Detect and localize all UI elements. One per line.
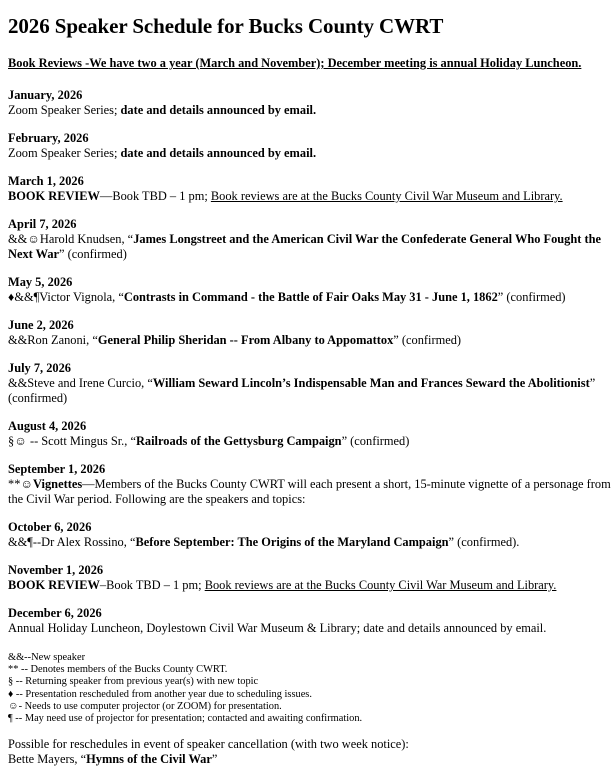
entry-prefix: –Book TBD – 1 pm;: [99, 578, 205, 592]
schedule-entry: [8, 174, 616, 204]
entry-date: June 2, 2026: [8, 318, 74, 332]
entry-date: February, 2026: [8, 131, 89, 145]
entry-description: [8, 333, 616, 348]
entry-date: April 7, 2026: [8, 217, 77, 231]
entry-talk-title: General Philip Sheridan -- From Albany to Appomattox: [97, 333, 394, 347]
entry-location-note: Book reviews are at the Bucks County Civil War Museum and Library.: [204, 578, 557, 592]
entry-suffix: ” (confirmed): [59, 247, 127, 261]
entry-location-note: Book reviews are at the Bucks County Civil War Museum and Library.: [210, 189, 563, 203]
reschedule-quote-close: ”: [211, 752, 218, 767]
schedule-entry: [8, 131, 616, 161]
entry-date: September 1, 2026: [8, 462, 106, 476]
page-title: 2026 Speaker Schedule for Bucks County CWRT: [8, 14, 444, 38]
reschedule-section: [8, 737, 616, 767]
entry-prefix: &&☺Harold Knudsen, “: [8, 232, 134, 246]
entry-prefix: ♦&&¶Victor Vignola, “: [8, 290, 124, 304]
schedule-entry: [8, 88, 616, 118]
entry-suffix: ” (confirmed): [393, 333, 462, 347]
entry-talk-title: date and details announced by email.: [120, 103, 317, 117]
legend-item: ☺- Needs to use computer projector (or ZOOM) for presentation.: [8, 700, 282, 712]
schedule-entry: [8, 563, 616, 593]
schedule-entry: [8, 361, 616, 406]
entry-suffix: ” (confirmed): [8, 376, 596, 405]
legend-item: ¶ -- May need use of projector for presentation; contacted and awaiting confirmation.: [8, 713, 363, 725]
entry-suffix: ” (confirmed): [341, 434, 410, 448]
entry-suffix: ” (confirmed).: [448, 535, 520, 549]
entry-prefix: &&Steve and Irene Curcio, “: [8, 376, 153, 390]
schedule-entry: [8, 275, 616, 305]
entry-date: July 7, 2026: [8, 361, 71, 375]
entry-lead: BOOK REVIEW: [8, 578, 100, 592]
entry-date: December 6, 2026: [8, 606, 102, 620]
entry-talk-title: William Seward Lincoln’s Indispensable Man and Frances Seward the Abolitionist: [152, 376, 590, 390]
entry-date: May 5, 2026: [8, 275, 73, 289]
reschedule-intro: Possible for reschedules in event of speaker cancellation (with two week notice):: [8, 737, 409, 752]
entry-description: [8, 477, 616, 507]
entry-description: [8, 290, 616, 305]
entry-date: November 1, 2026: [8, 563, 104, 577]
entry-talk-title: Railroads of the Gettysburg Campaign: [135, 434, 342, 448]
entry-description: [8, 376, 616, 406]
entry-prefix: —Book TBD – 1 pm;: [99, 189, 211, 203]
entry-description: [8, 434, 616, 449]
schedule-entry: [8, 318, 616, 348]
entry-description: [8, 189, 616, 204]
schedule-entry: [8, 462, 616, 507]
legend-item: ** -- Denotes members of the Bucks County CWRT.: [8, 664, 228, 676]
entry-talk-title: date and details announced by email.: [120, 146, 317, 160]
entry-prefix: &&¶--Dr Alex Rossino, “: [8, 535, 136, 549]
schedule-entry: [8, 520, 616, 550]
reschedule-talk-title: Hymns of the Civil War: [86, 752, 212, 767]
entry-date: October 6, 2026: [8, 520, 92, 534]
schedule-entry: [8, 419, 616, 449]
entry-description: [8, 103, 616, 118]
entry-date: January, 2026: [8, 88, 83, 102]
schedule-list: [8, 88, 616, 636]
entry-talk-title: Before September: The Origins of the Maryland Campaign: [135, 535, 449, 549]
entry-prefix: &&Ron Zanoni, “: [8, 333, 98, 347]
entry-suffix: —Members of the Bucks County CWRT will each present a short, 15-minute vignette of a personage from the Civil War period. Following are the speakers and topics:: [8, 477, 611, 506]
entry-prefix: Zoom Speaker Series;: [8, 146, 121, 160]
entry-prefix: **☺: [8, 477, 34, 491]
entry-talk-title: Contrasts in Command - the Battle of Fair Oaks May 31 - June 1, 1862: [123, 290, 498, 304]
schedule-entry: [8, 606, 616, 636]
entry-talk-title: James Longstreet and the American Civil War the Confederate General Who Fought the Next War: [8, 232, 602, 261]
entry-description: [8, 621, 616, 636]
book-review-note: Book Reviews -We have two a year (March and November); December meeting is annual Holiday Luncheon.: [8, 56, 582, 70]
entry-date: August 4, 2026: [8, 419, 87, 433]
legend-item: ♦ -- Presentation rescheduled from another year due to scheduling issues.: [8, 688, 312, 700]
entry-prefix: Zoom Speaker Series;: [8, 103, 121, 117]
legend: [8, 652, 616, 725]
entry-description: [8, 578, 616, 593]
entry-date: March 1, 2026: [8, 174, 84, 188]
reschedule-speaker-name: Bette Mayers, “: [8, 752, 87, 767]
entry-description: [8, 146, 616, 161]
entry-description: [8, 535, 616, 550]
legend-item: § -- Returning speaker from previous year(s) with new topic: [8, 676, 259, 688]
legend-item: &&--New speaker: [8, 652, 86, 663]
entry-prefix: §☺ -- Scott Mingus Sr., “: [8, 434, 136, 448]
reschedule-speaker: [8, 752, 616, 767]
entry-lead: BOOK REVIEW: [8, 189, 100, 203]
entry-talk-title: Vignettes: [33, 477, 83, 491]
entry-prefix: Annual Holiday Luncheon, Doylestown Civil War Museum & Library; date and details announced by email.: [8, 621, 547, 635]
schedule-entry: [8, 217, 616, 262]
entry-suffix: ” (confirmed): [497, 290, 566, 304]
entry-description: [8, 232, 616, 262]
